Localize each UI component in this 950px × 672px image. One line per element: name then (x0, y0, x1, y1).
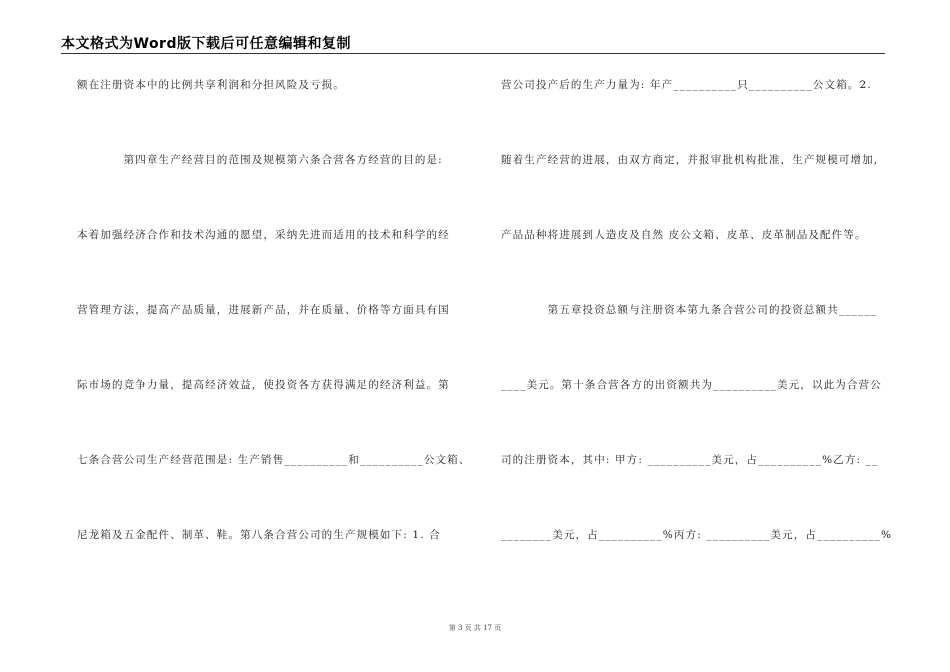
right-line-3: 产品品种将进展到人造皮及自然 皮公文箱、皮革、皮革制品及配件等。 (501, 229, 867, 241)
right-line-6: 司的注册资本，其中: 甲方: __________美元，占__________%乙方: __ (501, 454, 879, 466)
header-divider (61, 53, 885, 54)
left-line-1: 额在注册资本中的比例共享利润和分担风险及亏损。 (77, 79, 345, 91)
right-line-1: 营公司投产后的生产力量为: 年产__________只__________公文箱。2. (501, 79, 872, 91)
left-line-3: 本着加强经济合作和技术沟通的愿望，采纳先进而适用的技术和科学的经 (77, 229, 450, 241)
left-line-2: 第四章生产经营目的范围及规模第六条合营各方经营的目的是: (77, 154, 443, 166)
left-line-5: 际市场的竞争力量，提高经济效益，使投资各方获得满足的经济利益。第 (77, 379, 450, 391)
right-line-7: ________美元，占__________%丙方: __________美元，占__________% (501, 529, 893, 541)
left-line-6: 七条合营公司生产经营范围是: 生产销售__________和__________公文箱、 (77, 454, 471, 466)
page-number: 第 3 页 共 17 页 (448, 624, 502, 632)
right-line-2: 随着生产经营的进展，由双方商定，并报审批机构批准，生产规模可增加, (501, 154, 879, 166)
right-line-4: 第五章投资总额与注册资本第九条合营公司的投资总额共______ (501, 304, 878, 316)
left-line-7: 尼龙箱及五金配件、制革、鞋。第八条合营公司的生产规模如下: 1. 合 (77, 529, 441, 541)
left-line-4: 营管理方法，提高产品质量，进展新产品，并在质量、价格等方面具有国 (77, 304, 450, 316)
right-line-5: ____美元。第十条合营各方的出资额共为__________美元，以此为合营公 (501, 379, 882, 391)
document-header-title: 本文格式为Word版下载后可任意编辑和复制 (61, 36, 351, 52)
